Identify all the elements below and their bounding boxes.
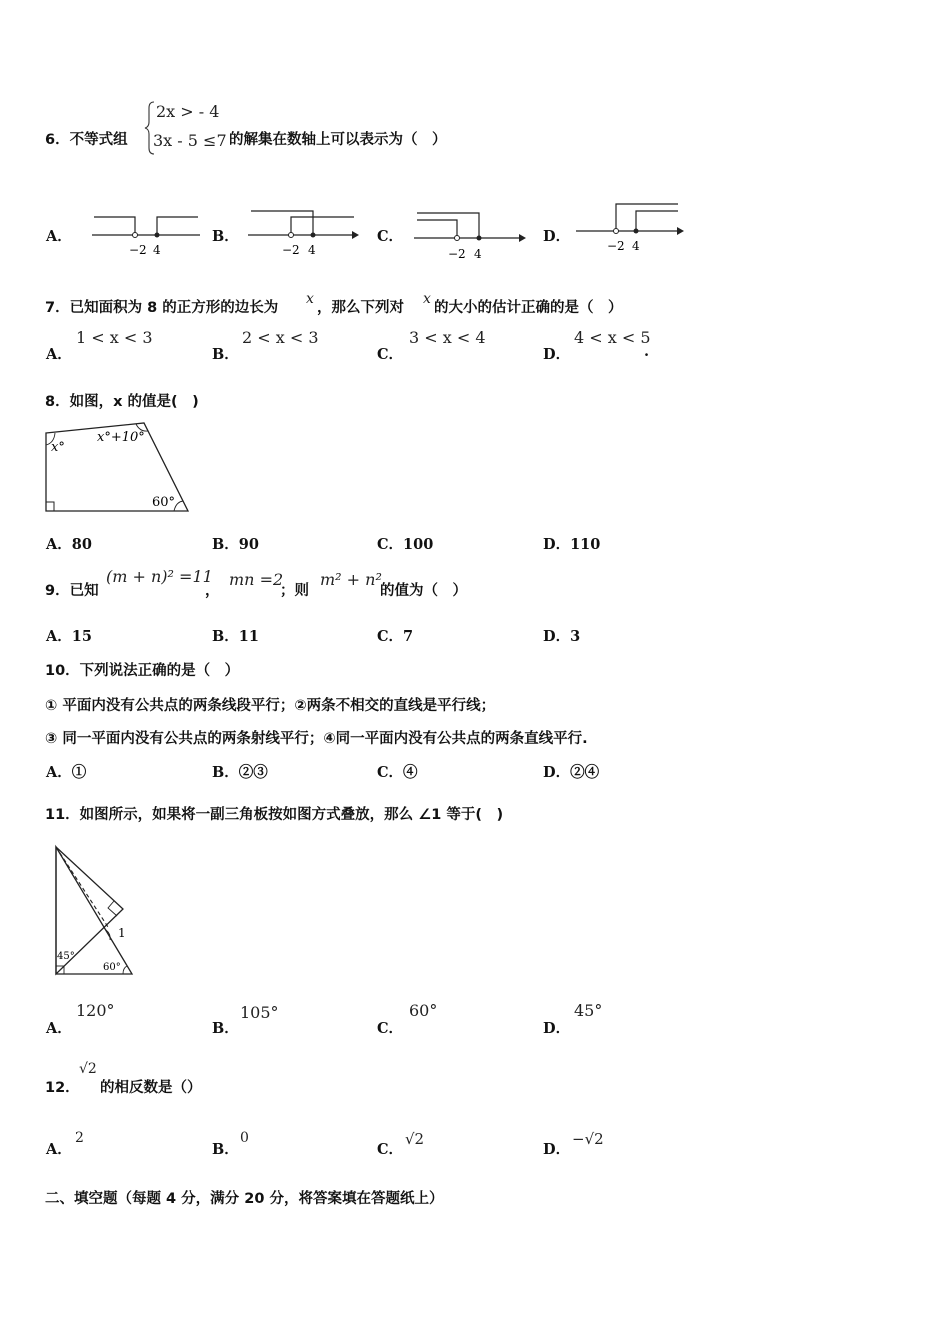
q9-expr-sum-of-squares: m² + n² (320, 570, 382, 589)
q12-stem: 的相反数是（） (100, 1080, 202, 1096)
q7-option-a-label[interactable]: A． (46, 346, 72, 363)
q9-option-c[interactable]: C．7 (377, 628, 414, 645)
q10-statement-line-2: ③ 同一平面内没有公共点的两条射线平行；④同一平面内没有公共点的两条直线平行. (45, 731, 588, 747)
section-2-heading: 二、填空题（每题 4 分，满分 20 分，将答案填在答题纸上） (45, 1191, 444, 1207)
angle-45-label: 45° (57, 951, 75, 962)
q7-option-d-expr: 4 < x < 5 (574, 328, 651, 347)
q6-option-d-numberline (574, 200, 689, 258)
q11-option-b-value: 105° (240, 1003, 279, 1022)
q7-option-b-expr: 2 < x < 3 (242, 328, 319, 347)
q11-option-a-label[interactable]: A． (46, 1020, 72, 1037)
q8-option-b[interactable]: B．90 (212, 536, 259, 553)
q7-stem-c: 的大小的估计正确的是（ ） (434, 300, 623, 316)
q12-option-c-value: √2 (405, 1130, 425, 1148)
q8-stem: 8．如图，x 的值是( ) (45, 394, 199, 410)
q6-option-b-label[interactable]: B． (212, 228, 239, 245)
q7-option-c-label[interactable]: C． (377, 346, 404, 363)
q9-option-d[interactable]: D．3 (543, 628, 581, 645)
q8-option-c[interactable]: C．100 (377, 536, 434, 553)
q7-var-x: x (423, 291, 431, 307)
q12-option-d-label[interactable]: D． (543, 1141, 571, 1158)
q11-option-d-label[interactable]: D． (543, 1020, 571, 1037)
angle-label-x: x° (51, 440, 65, 455)
q7-option-d-period: . (644, 343, 650, 360)
q11-option-d-value: 45° (574, 1001, 603, 1020)
q7-stem-b: ，那么下列对 (317, 300, 404, 316)
q9-option-a[interactable]: A．15 (46, 628, 92, 645)
q9-stem-b: ；则 (280, 583, 309, 599)
q7-option-d-label[interactable]: D． (543, 346, 571, 363)
q12-option-b-label[interactable]: B． (212, 1141, 239, 1158)
q6-inequality-2: 3x - 5 ≤7 (153, 131, 227, 150)
angle-60-label: 60° (103, 962, 121, 973)
q10-option-c[interactable]: C．④ (377, 764, 418, 781)
q9-comma: ， (205, 583, 220, 599)
q10-option-a[interactable]: A．① (46, 764, 87, 781)
q6-option-a-label[interactable]: A． (46, 228, 72, 245)
q12-option-d-value: −√2 (572, 1130, 604, 1148)
q7-option-c-expr: 3 < x < 4 (409, 328, 486, 347)
q10-stem: 10．下列说法正确的是（ ） (45, 663, 240, 679)
q6-option-c-numberline (412, 205, 532, 263)
q11-option-c-value: 60° (409, 1001, 438, 1020)
q8-quadrilateral-figure (40, 418, 200, 518)
q12-option-b-value: 0 (240, 1130, 249, 1146)
tick-label-4: 4 (308, 243, 316, 257)
q12-number: 12． (45, 1080, 80, 1096)
q12-option-a-label[interactable]: A． (46, 1141, 72, 1158)
q11-option-b-label[interactable]: B． (212, 1020, 239, 1037)
tick-label-4: 4 (474, 247, 482, 261)
q7-option-a-expr: 1 < x < 3 (76, 328, 153, 347)
q11-triangle-rulers-figure (48, 842, 140, 982)
angle-1-label: 1 (118, 926, 126, 940)
tick-label-neg2: −2 (607, 239, 625, 253)
q10-option-b[interactable]: B．②③ (212, 764, 268, 781)
q7-stem-a: 7．已知面积为 8 的正方形的边长为 (45, 300, 279, 316)
q12-option-a-value: 2 (75, 1130, 84, 1146)
q6-option-d-label[interactable]: D． (543, 228, 571, 245)
q8-option-d[interactable]: D．110 (543, 536, 601, 553)
q11-option-a-value: 120° (76, 1001, 115, 1020)
q9-expr-product: mn =2 (229, 570, 284, 589)
q12-radical: √2 (79, 1061, 97, 1077)
q9-option-b[interactable]: B．11 (212, 628, 259, 645)
tick-label-neg2: −2 (448, 247, 466, 261)
q6-inequality-1: 2x > - 4 (156, 102, 220, 121)
q10-option-d[interactable]: D．②④ (543, 764, 600, 781)
q6-prefix: 6．不等式组 (45, 132, 128, 148)
tick-label-4: 4 (632, 239, 640, 253)
q6-suffix: 的解集在数轴上可以表示为（ ） (229, 132, 447, 148)
tick-label-4: 4 (153, 243, 161, 257)
q11-option-c-label[interactable]: C． (377, 1020, 404, 1037)
q7-var-x: x (306, 291, 314, 307)
q11-stem: 11．如图所示，如果将一副三角板按如图方式叠放，那么 ∠1 等于( ) (45, 807, 504, 823)
q6-option-c-label[interactable]: C． (377, 228, 404, 245)
q9-stem-a: 9．已知 (45, 583, 99, 599)
q9-stem-c: 的值为（ ） (380, 583, 467, 599)
q10-statement-line-1: ① 平面内没有公共点的两条线段平行；②两条不相交的直线是平行线； (45, 698, 496, 714)
tick-label-neg2: −2 (129, 243, 147, 257)
q6-option-a-numberline (90, 205, 205, 260)
q7-option-b-label[interactable]: B． (212, 346, 239, 363)
q12-option-c-label[interactable]: C． (377, 1141, 404, 1158)
q9-expr-sum-squared: (m + n)² =11 (106, 567, 213, 586)
tick-label-neg2: −2 (282, 243, 300, 257)
angle-label-60: 60° (152, 495, 176, 510)
q6-option-b-numberline (246, 202, 366, 260)
q8-option-a[interactable]: A．80 (46, 536, 92, 553)
angle-label-x-plus-10: x°+10° (97, 430, 145, 445)
